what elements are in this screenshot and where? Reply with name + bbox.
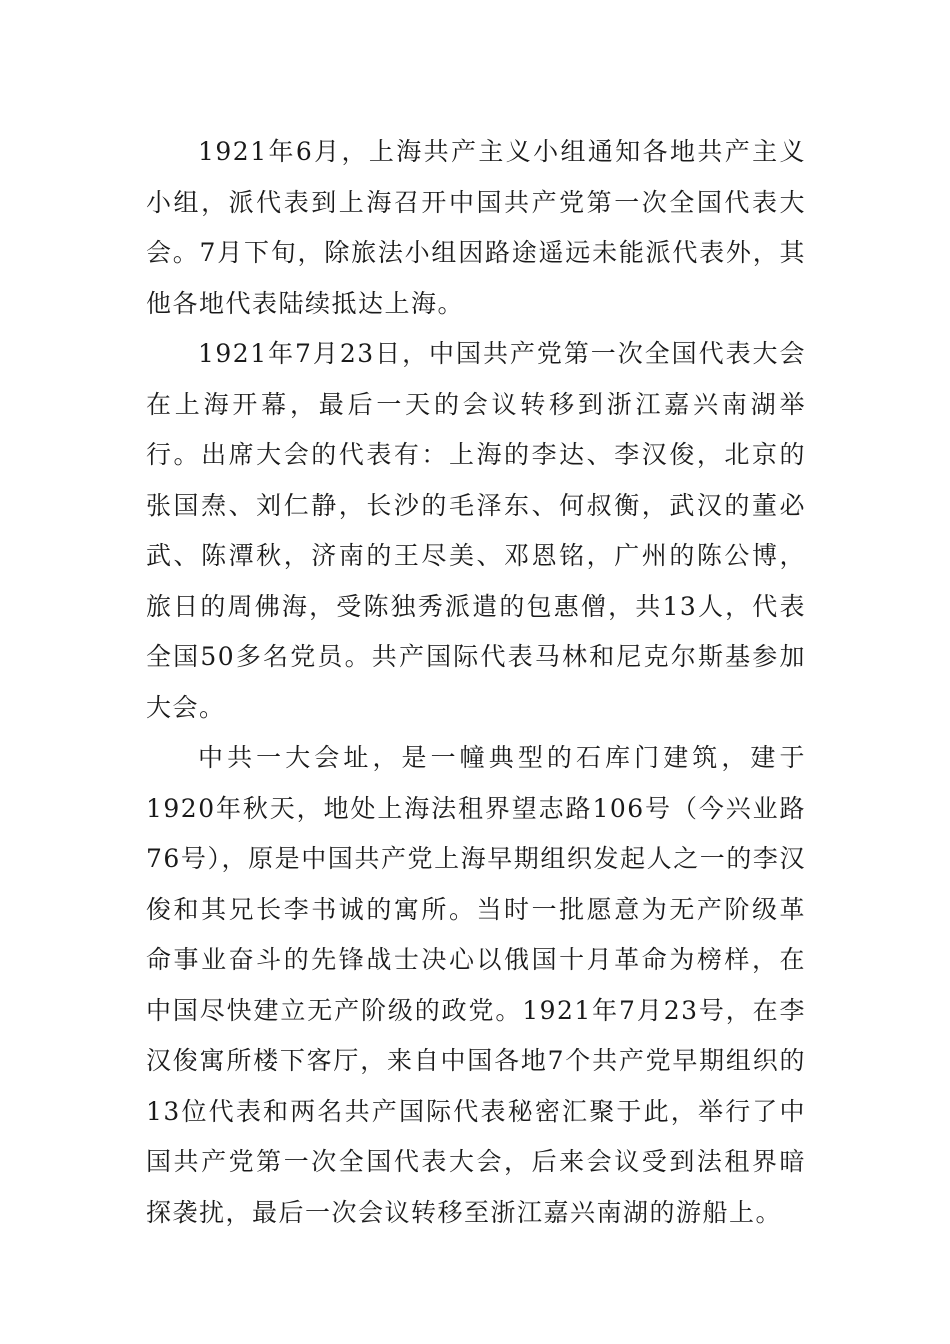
- document-body: [146, 127, 806, 1238]
- paragraph-1: 1921年6月，上海共产主义小组通知各地共产主义小组，派代表到上海召开中国共产党第一次全国代表大会。7月下旬，除旅法小组因路途遥远未能派代表外，其他各地代表陆续抵达上海。: [146, 137, 806, 318]
- paragraph-2: 1921年7月23日，中国共产党第一次全国代表大会在上海开幕，最后一天的会议转移到浙江嘉兴南湖举行。出席大会的代表有：上海的李达、李汉俊，北京的张国焘、刘仁静，长沙的毛泽东、何叔衡，武汉的董必武、陈潭秋，济南的王尽美、邓恩铭，广州的陈公博，旅日的周佛海，受陈独秀派遣的包惠僧，共13人，代表全国50多名党员。共产国际代表马林和尼克尔斯基参加大会。: [146, 339, 806, 722]
- paragraph-3: 中共一大会址，是一幢典型的石库门建筑，建于1920年秋天，地处上海法租界望志路106号（今兴业路76号），原是中国共产党上海早期组织发起人之一的李汉俊和其兄长李书诚的寓所。当时一批愿意为无产阶级革命事业奋斗的先锋战士决心以俄国十月革命为榜样，在中国尽快建立无产阶级的政党。1921年7月23号，在李汉俊寓所楼下客厅，来自中国各地7个共产党早期组织的13位代表和两名共产国际代表秘密汇聚于此，举行了中国共产党第一次全国代表大会，后来会议受到法租界暗探袭扰，最后一次会议转移至浙江嘉兴南湖的游船上。: [146, 743, 806, 1227]
